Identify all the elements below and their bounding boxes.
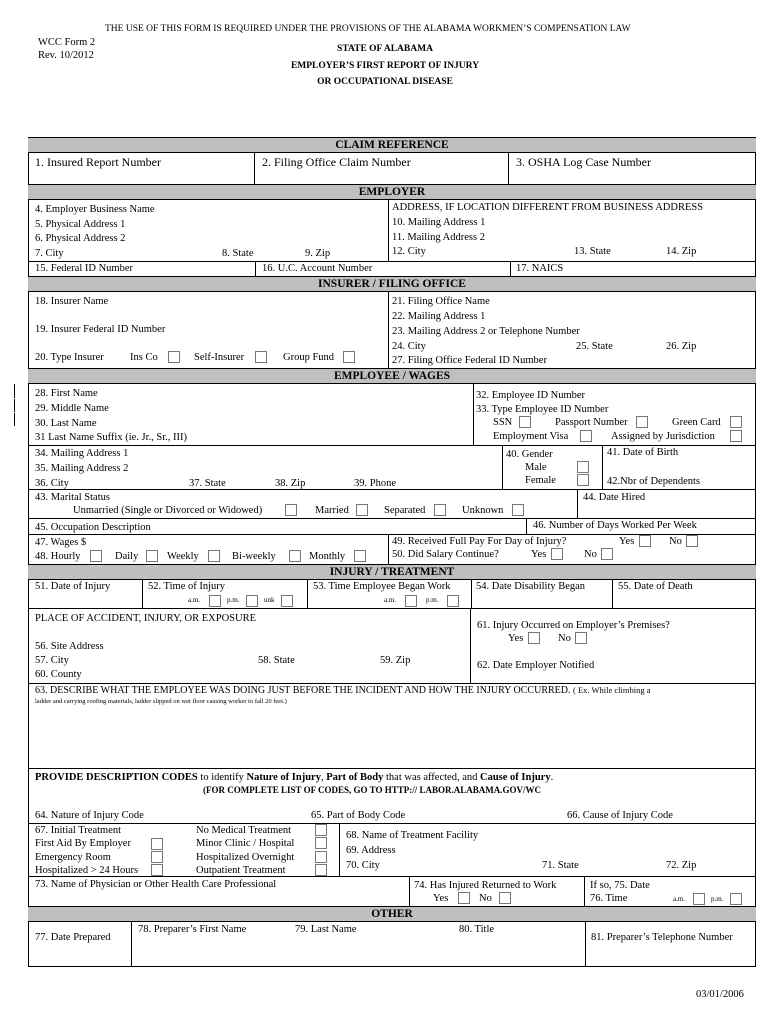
salary-yes-checkbox[interactable] — [551, 548, 563, 560]
return-am-label: a.m. — [673, 895, 686, 903]
margin-mark — [14, 413, 15, 426]
law-notice: THE USE OF THIS FORM IS REQUIRED UNDER THE PROVISIONS OF THE ALABAMA WORKMEN’S COMPENSATION LAW — [105, 24, 631, 34]
injury-am-label: a.m. — [188, 596, 201, 604]
employer-state[interactable]: 8. State — [222, 248, 254, 259]
employer-zip[interactable]: 9. Zip — [305, 248, 331, 259]
hourly-label: 48. Hourly — [35, 551, 81, 562]
separated-checkbox[interactable] — [434, 504, 446, 516]
daily-checkbox[interactable] — [146, 550, 158, 562]
returned-to-work-question: 74. Has Injured Returned to Work — [414, 880, 557, 891]
insurer-city[interactable]: 24. City — [392, 341, 426, 352]
codes-link[interactable]: (FOR COMPLETE LIST OF CODES, GO TO HTTP:// LABOR.ALABAMA.GOV/WC — [203, 785, 541, 795]
filing-office-federal-id[interactable]: 27. Filing Office Federal ID Number — [392, 355, 547, 366]
passport-label: Passport Number — [555, 417, 628, 428]
time-began-work[interactable]: 53. Time Employee Began Work — [313, 581, 451, 592]
time-of-injury[interactable]: 52. Time of Injury — [148, 581, 226, 592]
employee-zip[interactable]: 38. Zip — [275, 478, 306, 489]
salary-yes-label: Yes — [531, 549, 547, 560]
unknown-label: Unknown — [462, 505, 504, 516]
married-checkbox[interactable] — [356, 504, 368, 516]
full-pay-question: 49. Received Full Pay For Day of Injury? — [392, 536, 567, 547]
federal-id-number[interactable]: 15. Federal ID Number — [35, 263, 133, 274]
gender-label: 40. Gender — [506, 449, 553, 460]
weekly-checkbox[interactable] — [208, 550, 220, 562]
injury-am-checkbox[interactable] — [209, 595, 221, 607]
injury-unk-label: unk — [264, 596, 275, 604]
mailing-address-2[interactable]: 11. Mailing Address 2 — [392, 232, 485, 243]
insurer-mailing-address-1[interactable]: 22. Mailing Address 1 — [392, 311, 486, 322]
employer-city[interactable]: 7. City — [35, 248, 64, 259]
physical-address-2[interactable]: 6. Physical Address 2 — [35, 233, 126, 244]
premises-question: 61. Injury Occurred on Employer’s Premises? — [477, 620, 670, 631]
insurer-state[interactable]: 25. State — [576, 341, 613, 352]
full-pay-no-label: No — [669, 536, 682, 547]
hospitalized-24-label: Hospitalized > 24 Hours — [35, 865, 139, 876]
minor-clinic-checkbox[interactable] — [315, 837, 327, 849]
full-pay-yes-checkbox[interactable] — [639, 535, 651, 547]
filing-office-claim-number[interactable]: 2. Filing Office Claim Number — [262, 155, 411, 169]
self-insurer-checkbox[interactable] — [255, 351, 267, 363]
initial-treatment-label: 67. Initial Treatment — [35, 825, 122, 836]
unmarried-checkbox[interactable] — [285, 504, 297, 516]
date-hired[interactable]: 44. Date Hired — [583, 492, 646, 503]
treatment-facility-zip[interactable]: 72. Zip — [666, 860, 697, 871]
hospitalized-overnight-checkbox[interactable] — [315, 851, 327, 863]
premises-yes-label: Yes — [508, 633, 524, 644]
returned-yes-checkbox[interactable] — [458, 892, 470, 904]
outpatient-label: Outpatient Treatment — [196, 865, 286, 876]
ssn-label: SSN — [493, 417, 513, 428]
full-pay-no-checkbox[interactable] — [686, 535, 698, 547]
emergency-room-label: Emergency Room — [35, 852, 111, 863]
describe-incident-example: ladder and carrying roofing materials, ladder slipped on wet floor causing worker to fall 20 feet.) — [35, 698, 287, 705]
insured-report-number[interactable]: 1. Insured Report Number — [35, 155, 161, 169]
injury-heading: INJURY / TREATMENT — [28, 564, 756, 580]
number-of-dependents[interactable]: 42.Nbr of Dependents — [607, 476, 701, 487]
margin-mark — [14, 384, 15, 398]
hourly-checkbox[interactable] — [90, 550, 102, 562]
insurer-heading: INSURER / FILING OFFICE — [28, 276, 756, 292]
preparer-title[interactable]: 80. Title — [459, 924, 495, 935]
male-checkbox[interactable] — [577, 461, 589, 473]
margin-mark — [14, 399, 15, 412]
describe-incident[interactable]: 63. DESCRIBE WHAT THE EMPLOYEE WAS DOING JUST BEFORE THE INCIDENT AND HOW THE INJURY OCCURRED. ( Ex. While climbing a — [35, 685, 651, 696]
mailing-state[interactable]: 13. State — [574, 246, 611, 257]
female-checkbox[interactable] — [577, 474, 589, 486]
ssn-checkbox[interactable] — [519, 416, 531, 428]
uc-account-number[interactable]: 16. U.C. Account Number — [262, 263, 373, 274]
other-heading: OTHER — [28, 906, 756, 922]
green-card-label: Green Card — [672, 417, 721, 428]
work-pm-label: p.m. — [426, 596, 439, 604]
salary-no-label: No — [584, 549, 597, 560]
salary-no-checkbox[interactable] — [601, 548, 613, 560]
monthly-label: Monthly — [309, 551, 346, 562]
monthly-checkbox[interactable] — [354, 550, 366, 562]
return-pm-label: p.m. — [711, 895, 724, 903]
premises-no-label: No — [558, 633, 571, 644]
footer-date: 03/01/2006 — [696, 989, 744, 1000]
mailing-address-1[interactable]: 10. Mailing Address 1 — [392, 217, 486, 228]
treatment-facility-state[interactable]: 71. State — [542, 860, 579, 871]
days-worked-per-week[interactable]: 46. Number of Days Worked Per Week — [533, 520, 697, 531]
returned-no-checkbox[interactable] — [499, 892, 511, 904]
returned-yes-label: Yes — [433, 893, 449, 904]
date-of-death[interactable]: 55. Date of Death — [618, 581, 693, 592]
green-card-checkbox[interactable] — [730, 416, 742, 428]
preparer-telephone[interactable]: 81. Preparer’s Telephone Number — [591, 932, 733, 943]
employee-state[interactable]: 37. State — [189, 478, 226, 489]
employee-last-name-suffix[interactable]: 31 Last Name Suffix (ie. Jr., Sr., III) — [35, 432, 188, 443]
wages[interactable]: 47. Wages $ — [35, 537, 87, 548]
salary-continue-question: 50. Did Salary Continue? — [392, 549, 499, 560]
premises-no-checkbox[interactable] — [575, 632, 587, 644]
filing-office-name[interactable]: 21. Filing Office Name — [392, 296, 490, 307]
employee-mailing-address-1[interactable]: 34. Mailing Address 1 — [35, 448, 129, 459]
employer-heading: EMPLOYER — [28, 184, 756, 200]
male-label: Male — [525, 462, 547, 473]
female-label: Female — [525, 475, 556, 486]
preparer-first-name[interactable]: 78. Preparer’s First Name — [138, 924, 247, 935]
outpatient-checkbox[interactable] — [315, 864, 327, 876]
separated-label: Separated — [384, 505, 426, 516]
form-revision: Rev. 10/2012 — [38, 50, 94, 61]
employment-visa-label: Employment Visa — [493, 431, 569, 442]
type-insurer: 20. Type Insurer — [35, 352, 104, 363]
treatment-facility-city[interactable]: 70. City — [346, 860, 380, 871]
full-pay-yes-label: Yes — [619, 536, 635, 547]
form-id: WCC Form 2 — [38, 37, 96, 48]
injury-pm-label: p.m. — [227, 596, 240, 604]
employee-first-name[interactable]: 28. First Name — [35, 388, 98, 399]
emergency-room-checkbox[interactable] — [151, 851, 163, 863]
part-of-body-code[interactable]: 65. Part of Body Code — [311, 810, 406, 821]
treatment-facility-address[interactable]: 69. Address — [346, 845, 396, 856]
assigned-jurisdiction-label: Assigned by Jurisdiction — [611, 431, 715, 442]
title-line2: EMPLOYER’S FIRST REPORT OF INJURY — [290, 61, 480, 71]
return-time[interactable]: 76. Time — [590, 893, 628, 904]
group-fund-label: Group Fund — [283, 352, 335, 363]
employee-mailing-address-2[interactable]: 35. Mailing Address 2 — [35, 463, 129, 474]
osha-log-case-number[interactable]: 3. OSHA Log Case Number — [516, 155, 651, 169]
employment-visa-checkbox[interactable] — [580, 430, 592, 442]
unmarried-label: Unmarried (Single or Divorced or Widowed) — [73, 505, 263, 516]
return-date[interactable]: If so, 75. Date — [590, 880, 650, 891]
cause-of-injury-code[interactable]: 66. Cause of Injury Code — [567, 810, 673, 821]
date-disability-began[interactable]: 54. Date Disability Began — [476, 581, 586, 592]
date-prepared[interactable]: 77. Date Prepared — [35, 932, 111, 943]
physician-name[interactable]: 73. Name of Physician or Other Health Care Professional — [35, 879, 277, 890]
employee-city[interactable]: 36. City — [35, 478, 69, 489]
employee-middle-name[interactable]: 29. Middle Name — [35, 403, 109, 414]
biweekly-checkbox[interactable] — [289, 550, 301, 562]
date-of-birth[interactable]: 41. Date of Birth — [607, 447, 679, 458]
return-pm-checkbox[interactable] — [730, 893, 742, 905]
married-label: Married — [315, 505, 349, 516]
title-line1: STATE OF ALABAMA — [337, 44, 433, 54]
hospitalized-24-checkbox[interactable] — [151, 864, 163, 876]
no-medical-checkbox[interactable] — [315, 824, 327, 836]
physical-address-1[interactable]: 5. Physical Address 1 — [35, 219, 126, 230]
site-zip[interactable]: 59. Zip — [380, 655, 411, 666]
preparer-last-name[interactable]: 79. Last Name — [295, 924, 357, 935]
insurer-name[interactable]: 18. Insurer Name — [35, 296, 109, 307]
employer-business-name[interactable]: 4. Employer Business Name — [35, 204, 155, 215]
hospitalized-overnight-label: Hospitalized Overnight — [196, 852, 295, 863]
nature-of-injury-code[interactable]: 64. Nature of Injury Code — [35, 810, 144, 821]
ins-co-checkbox[interactable] — [168, 351, 180, 363]
title-line3: OR OCCUPATIONAL DISEASE — [317, 77, 453, 87]
no-medical-label: No Medical Treatment — [196, 825, 292, 836]
daily-label: Daily — [115, 551, 139, 562]
unknown-checkbox[interactable] — [512, 504, 524, 516]
insurer-zip[interactable]: 26. Zip — [666, 341, 697, 352]
biweekly-label: Bi-weekly — [232, 551, 276, 562]
employee-id-number[interactable]: 32. Employee ID Number — [476, 390, 586, 401]
employee-last-name[interactable]: 30. Last Name — [35, 418, 97, 429]
occupation-description[interactable]: 45. Occupation Description — [35, 522, 151, 533]
insurer-mailing-address-2[interactable]: 23. Mailing Address 2 or Telephone Number — [392, 326, 580, 337]
date-of-injury[interactable]: 51. Date of Injury — [35, 581, 111, 592]
marital-status-label: 43. Marital Status — [35, 492, 110, 503]
premises-yes-checkbox[interactable] — [528, 632, 540, 644]
treatment-facility-name[interactable]: 68. Name of Treatment Facility — [346, 830, 479, 841]
site-county[interactable]: 60. County — [35, 669, 82, 680]
group-fund-checkbox[interactable] — [343, 351, 355, 363]
work-am-label: a.m. — [384, 596, 397, 604]
description-codes-instruction: PROVIDE DESCRIPTION CODES to identify Nature of Injury, Part of Body that was affected, and Cause of Injury. — [35, 772, 554, 783]
claim-heading: CLAIM REFERENCE — [28, 137, 756, 153]
naics[interactable]: 17. NAICS — [516, 263, 564, 274]
address-note: ADDRESS, IF LOCATION DIFFERENT FROM BUSINESS ADDRESS — [392, 202, 704, 213]
site-state[interactable]: 58. State — [258, 655, 295, 666]
type-employee-id: 33. Type Employee ID Number — [476, 404, 609, 415]
work-am-checkbox[interactable] — [405, 595, 417, 607]
self-insurer-label: Self-Insurer — [194, 352, 245, 363]
site-city[interactable]: 57. City — [35, 655, 69, 666]
returned-no-label: No — [479, 893, 492, 904]
place-of-accident: PLACE OF ACCIDENT, INJURY, OR EXPOSURE — [35, 613, 257, 624]
mailing-zip[interactable]: 14. Zip — [666, 246, 697, 257]
passport-checkbox[interactable] — [636, 416, 648, 428]
employee-phone[interactable]: 39. Phone — [354, 478, 396, 489]
first-aid-label: First Aid By Employer — [35, 838, 131, 849]
assigned-jurisdiction-checkbox[interactable] — [730, 430, 742, 442]
mailing-city[interactable]: 12. City — [392, 246, 426, 257]
ins-co-label: Ins Co — [130, 352, 158, 363]
minor-clinic-label: Minor Clinic / Hospital — [196, 838, 295, 849]
date-employer-notified[interactable]: 62. Date Employer Notified — [477, 660, 595, 671]
site-address[interactable]: 56. Site Address — [35, 641, 104, 652]
return-am-checkbox[interactable] — [693, 893, 705, 905]
injury-unk-checkbox[interactable] — [281, 595, 293, 607]
work-pm-checkbox[interactable] — [447, 595, 459, 607]
injury-pm-checkbox[interactable] — [246, 595, 258, 607]
first-aid-checkbox[interactable] — [151, 838, 163, 850]
insurer-federal-id[interactable]: 19. Insurer Federal ID Number — [35, 324, 166, 335]
weekly-label: Weekly — [167, 551, 199, 562]
employee-heading: EMPLOYEE / WAGES — [28, 368, 756, 384]
